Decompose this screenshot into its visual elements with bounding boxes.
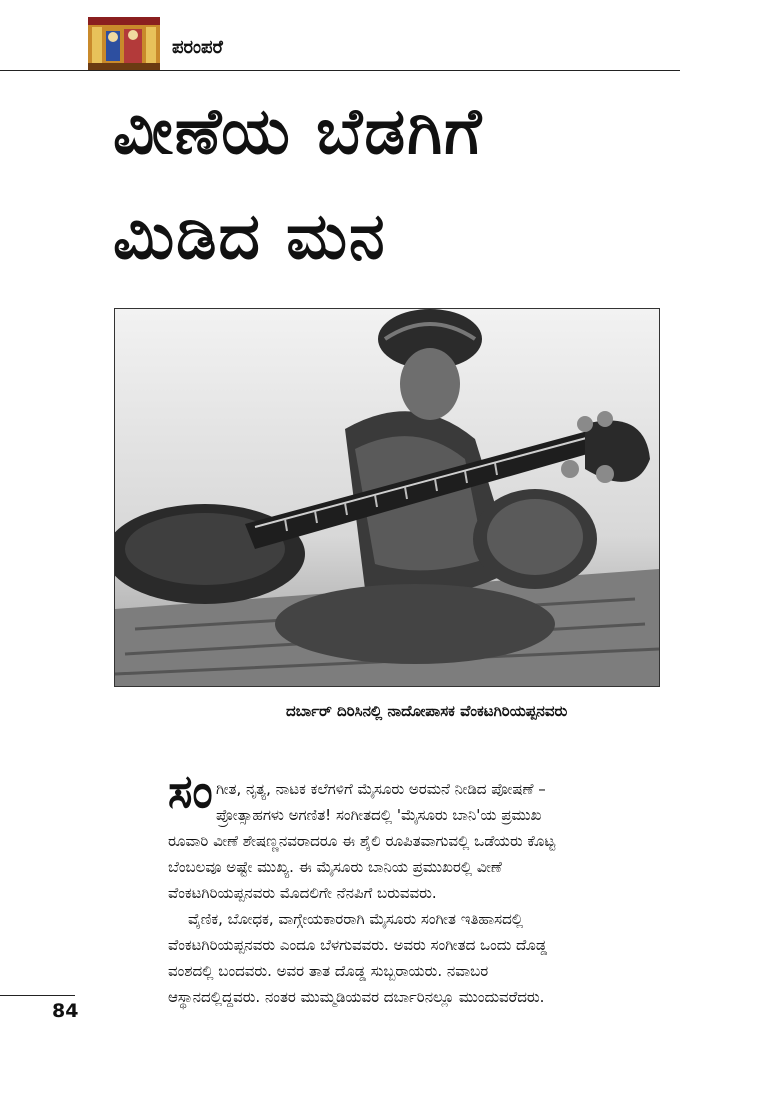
article-line: ವೈಣಿಕ, ಬೋಧಕ, ವಾಗ್ಗೇಯಕಾರರಾಗಿ ಮೈಸೂರು ಸಂಗೀತ ಇತಿಹಾಸದಲ್ಲಿ (188, 910, 524, 928)
article-line: ಗೀತ, ನೃತ್ಯ, ನಾಟಕ ಕಲೆಗಳಿಗೆ ಮೈಸೂರು ಅರಮನೆ ನೀಡಿದ ಪೋಷಣೆ – (216, 780, 546, 798)
article-title-line-2: ಮಿಡಿದ ಮನ (113, 200, 387, 274)
page-number-divider (0, 995, 75, 996)
section-label: ಪರಂಪರೆ (172, 37, 223, 58)
article-line: ವೆಂಕಟಗಿರಿಯಪ್ಪನವರು ಎಂದೂ ಬೆಳಗುವವರು. ಅವರು ಸಂಗೀತದ ಒಂದು ದೊಡ್ಡ (168, 936, 548, 954)
header-divider (0, 70, 680, 71)
article-title-line-1: ವೀಣೆಯ ಬೆಡಗಿಗೆ (113, 95, 484, 169)
drop-cap: ಸಂ (168, 764, 213, 818)
page-number: 84 (52, 1000, 79, 1022)
article-line: ವೆಂಕಟಗಿರಿಯಪ್ಪನವರು ಮೊದಲಿಗೇ ನೆನಪಿಗೆ ಬರುವವರು. (168, 884, 437, 902)
section-thumbnail-image (88, 17, 160, 71)
photo-caption: ದರ್ಬಾರ್ ದಿರಿಸಿನಲ್ಲಿ ನಾದೋಪಾಸಕ ವೆಂಕಟಗಿರಿಯಪ್ಪನವರು (286, 702, 568, 720)
article-line: ವಂಶದಲ್ಲಿ ಬಂದವರು. ಅವರ ತಾತ ದೊಡ್ಡ ಸುಬ್ಬರಾಯರು. ನವಾಬರ (168, 962, 489, 980)
article-line: ರೂವಾರಿ ವೀಣೆ ಶೇಷಣ್ಣನವರಾದರೂ ಈ ಶೈಲಿ ರೂಪಿತವಾಗುವಲ್ಲಿ ಒಡೆಯರು ಕೊಟ್ಟ (168, 832, 556, 850)
article-body (168, 764, 664, 1010)
article-line: ಪ್ರೋತ್ಸಾಹಗಳು ಅಗಣಿತ! ಸಂಗೀತದಲ್ಲಿ 'ಮೈಸೂರು ಬಾನಿ'ಯ ಪ್ರಮುಖ (216, 806, 542, 824)
article-line: ಆಸ್ಥಾನದಲ್ಲಿದ್ದವರು. ನಂತರ ಮುಮ್ಮಡಿಯವರ ದರ್ಬಾರಿನಲ್ಲೂ ಮುಂದುವರೆದರು. (168, 988, 545, 1006)
article-line: ಬೆಂಬಲವೂ ಅಷ್ಟೇ ಮುಖ್ಯ. ಈ ಮೈಸೂರು ಬಾನಿಯ ಪ್ರಮುಖರಲ್ಲಿ ವೀಣೆ (168, 858, 502, 876)
musician-with-veena-photo (114, 308, 660, 687)
